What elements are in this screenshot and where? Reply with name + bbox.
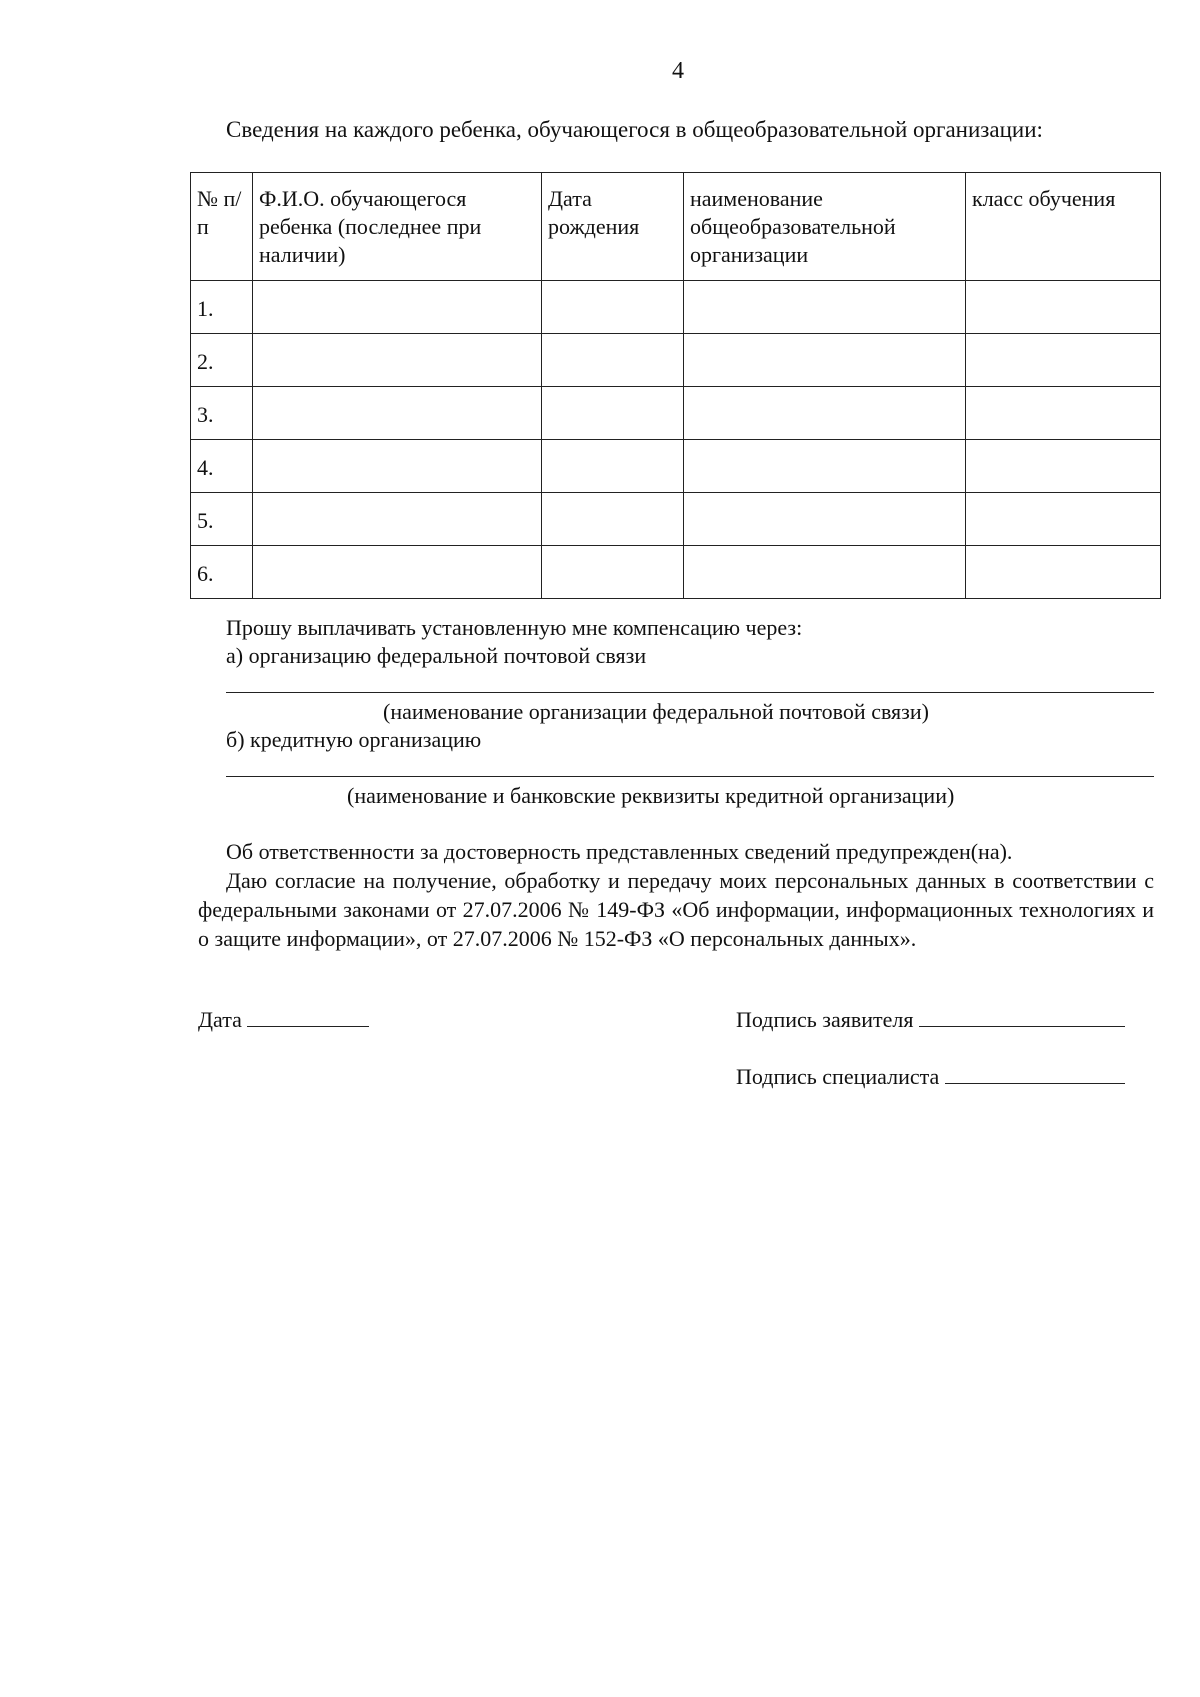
post-organization-caption: (наименование организации федеральной почтовой связи) xyxy=(383,699,929,724)
row-number: 6. xyxy=(191,546,253,599)
applicant-signature-field[interactable] xyxy=(919,1008,1125,1027)
cell-full-name[interactable] xyxy=(253,546,542,599)
header-full-name: Ф.И.О. обучающегося ребенка (последнее при наличии) xyxy=(253,173,542,281)
cell-grade[interactable] xyxy=(966,387,1161,440)
payment-option-post: а) организацию федеральной почтовой связи xyxy=(226,643,647,668)
cell-full-name[interactable] xyxy=(253,387,542,440)
table-header-row xyxy=(191,173,1161,281)
table-row xyxy=(191,493,1161,546)
payment-option-bank: б) кредитную организацию xyxy=(226,727,482,752)
cell-grade[interactable] xyxy=(966,440,1161,493)
cell-school-name[interactable] xyxy=(684,387,966,440)
row-number: 5. xyxy=(191,493,253,546)
row-number: 4. xyxy=(191,440,253,493)
cell-grade[interactable] xyxy=(966,281,1161,334)
bank-details-caption: (наименование и банковские реквизиты кредитной организации) xyxy=(347,783,955,808)
row-number: 3. xyxy=(191,387,253,440)
cell-birth-date[interactable] xyxy=(542,546,684,599)
cell-grade[interactable] xyxy=(966,334,1161,387)
cell-full-name[interactable] xyxy=(253,440,542,493)
cell-school-name[interactable] xyxy=(684,440,966,493)
specialist-signature-label: Подпись специалиста xyxy=(736,1064,940,1089)
table-row xyxy=(191,546,1161,599)
cell-full-name[interactable] xyxy=(253,493,542,546)
cell-school-name[interactable] xyxy=(684,281,966,334)
header-grade: класс обучения xyxy=(966,173,1161,281)
table-row xyxy=(191,440,1161,493)
cell-full-name[interactable] xyxy=(253,281,542,334)
cell-grade[interactable] xyxy=(966,493,1161,546)
cell-grade[interactable] xyxy=(966,546,1161,599)
header-school-name: наименование общеобразовательной организации xyxy=(684,173,966,281)
bank-details-line[interactable] xyxy=(226,776,1154,777)
cell-birth-date[interactable] xyxy=(542,440,684,493)
intro-text: Сведения на каждого ребенка, обучающегося в общеобразовательной организации: xyxy=(226,117,1043,142)
specialist-signature-field[interactable] xyxy=(945,1065,1125,1084)
table-row xyxy=(191,387,1161,440)
date-signature-row xyxy=(198,1006,369,1034)
table-row xyxy=(191,281,1161,334)
specialist-signature-row xyxy=(736,1063,1125,1091)
post-organization-line[interactable] xyxy=(226,692,1154,693)
header-number: № п/п xyxy=(191,173,253,281)
cell-school-name[interactable] xyxy=(684,546,966,599)
cell-birth-date[interactable] xyxy=(542,387,684,440)
date-field[interactable] xyxy=(247,1008,369,1027)
row-number: 2. xyxy=(191,334,253,387)
date-label: Дата xyxy=(198,1007,242,1032)
consent-text xyxy=(198,866,1154,953)
cell-birth-date[interactable] xyxy=(542,281,684,334)
consent-paragraph: Даю согласие на получение, обработку и передачу моих персональных данных в соответствии с федеральными законами от 27.07.2006 № 149-ФЗ «Об информации, информационных технологиях и о защите информации», от 27.07.2006 № 152-ФЗ «О персональных данных». xyxy=(198,868,1154,952)
responsibility-text: Об ответственности за достоверность представленных сведений предупрежден(на). xyxy=(226,839,1013,864)
cell-birth-date[interactable] xyxy=(542,334,684,387)
cell-full-name[interactable] xyxy=(253,334,542,387)
cell-school-name[interactable] xyxy=(684,334,966,387)
header-birth-date: Дата рождения xyxy=(542,173,684,281)
row-number: 1. xyxy=(191,281,253,334)
payment-request: Прошу выплачивать установленную мне компенсацию через: xyxy=(226,615,803,640)
applicant-signature-label: Подпись заявителя xyxy=(736,1007,914,1032)
cell-birth-date[interactable] xyxy=(542,493,684,546)
page-number: 4 xyxy=(672,58,684,84)
applicant-signature-row xyxy=(736,1006,1125,1034)
table-row xyxy=(191,334,1161,387)
cell-school-name[interactable] xyxy=(684,493,966,546)
children-table xyxy=(190,172,1161,599)
